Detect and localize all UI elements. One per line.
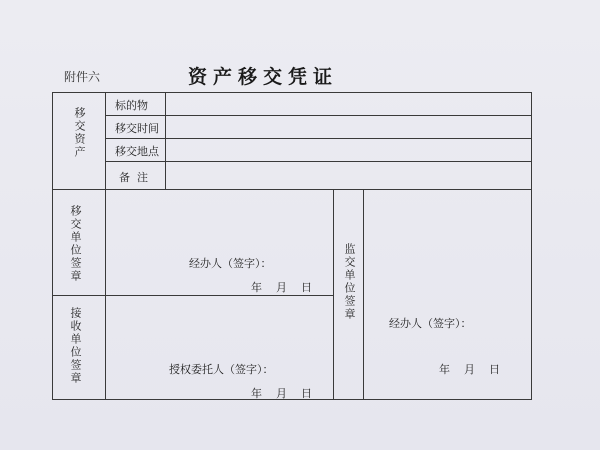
- attachment-label: 附件六: [64, 70, 101, 84]
- column-divider: [333, 189, 334, 399]
- receive-signer-label: 授权委托人（签字）：: [169, 363, 274, 376]
- transfer-time-field[interactable]: [166, 117, 530, 137]
- transfer-time-label: 移交时间: [115, 122, 159, 135]
- transfer-date-label: 年 月 日: [251, 281, 312, 294]
- receive-date-label: 年 月 日: [251, 387, 312, 400]
- row-divider: [105, 138, 532, 139]
- document-title: 资产移交凭证: [188, 66, 339, 88]
- remarks-label: 备 注: [119, 171, 148, 184]
- subject-label: 标的物: [115, 99, 148, 112]
- voucher-form: [52, 92, 532, 400]
- supervise-unit-label: 监交单位签章: [343, 243, 356, 321]
- transfer-place-field[interactable]: [166, 140, 530, 160]
- receive-unit-label: 接收单位签章: [69, 307, 82, 385]
- receive-unit-sign-area[interactable]: [107, 297, 331, 397]
- row-divider: [105, 115, 532, 116]
- transfer-unit-sign-area[interactable]: [107, 191, 331, 293]
- asset-section-label: 移交资产: [73, 107, 86, 159]
- row-divider: [105, 161, 532, 162]
- column-divider: [105, 93, 106, 399]
- subject-field[interactable]: [166, 94, 530, 114]
- supervise-date-label: 年 月 日: [439, 363, 500, 376]
- transfer-place-label: 移交地点: [115, 145, 159, 158]
- column-divider: [363, 189, 364, 399]
- transfer-signer-label: 经办人（签字）：: [189, 257, 272, 270]
- transfer-unit-label: 移交单位签章: [69, 205, 82, 283]
- remarks-field[interactable]: [166, 163, 530, 187]
- section-divider: [53, 295, 333, 296]
- section-divider: [53, 189, 532, 190]
- supervise-signer-label: 经办人（签字）：: [389, 317, 472, 330]
